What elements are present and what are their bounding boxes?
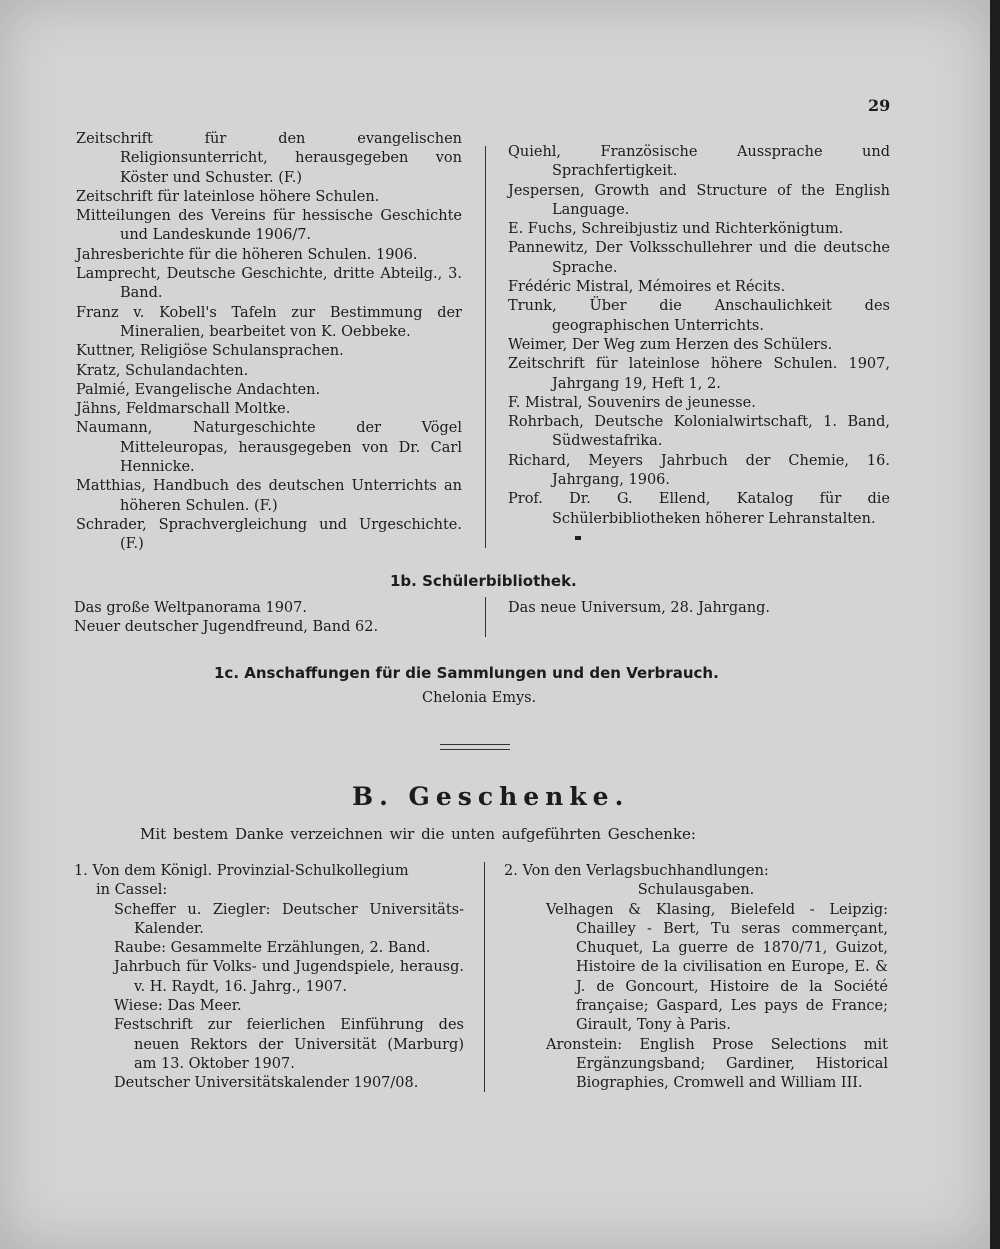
section-separator <box>440 744 510 750</box>
section-1c-item: Chelonia Emys. <box>422 690 537 706</box>
list-item: Kuttner, Religiöse Schulansprachen. <box>76 343 344 360</box>
list-item: Lamprecht, Deutsche Geschichte, dritte Abteilg., 3. Band. <box>76 266 462 302</box>
gifts-right-list <box>504 901 888 1094</box>
section-1b-heading: 1b. Schülerbibliothek. <box>390 572 577 590</box>
column-divider <box>485 597 486 637</box>
list-item: E. Fuchs, Schreibjustiz und Richterkönigtum. <box>508 221 844 238</box>
list-item: Schrader, Sprachvergleichung und Urgeschichte. (F.) <box>76 516 462 553</box>
list-item: Raube: Gesammelte Erzählungen, 2. Band. <box>114 940 431 957</box>
page-number: 29 <box>868 96 891 115</box>
list-item: Matthias, Handbuch des deutschen Unterrichts an höheren Schulen. (F.) <box>76 478 462 514</box>
list-item: Jähns, Feldmarschall Moltke. <box>76 401 291 418</box>
list-item: Das neue Universum, 28. Jahrgang. <box>508 600 770 616</box>
gifts-right-subtitle: Schulausgaben. <box>637 882 755 899</box>
list-item: Weimer, Der Weg zum Herzen des Schülers. <box>508 336 833 353</box>
list-item: Prof. Dr. G. Ellend, Katalog für die Schülerbibliotheken höherer Lehranstalten. <box>508 491 890 527</box>
section-1b-left-column <box>74 599 474 638</box>
list-item: Zeitschrift für den evangelischen Religionsunterricht, herausgegeben von Köster und Schuster. (F.) <box>76 131 462 186</box>
gifts-right-title: 2. Von den Verlagsbuchhandlungen: <box>504 863 769 879</box>
list-item: Naumann, Naturgeschichte der Vögel Mitteleuropas, herausgegeben von Dr. Carl Hennicke. <box>76 420 462 476</box>
list-item: Aronstein: English Prose Selections mit Ergänzungsband; Gardiner, Historical Biographies, Cromwell and William III. <box>546 1036 888 1092</box>
list-item: Festschrift zur feierlichen Einführung des neuen Rektors der Universität (Marburg) am 13. Oktober 1907. <box>114 1017 464 1072</box>
gifts-left-column <box>74 862 464 1094</box>
list-item: Trunk, Über die Anschaulichkeit des geographischen Unterrichts. <box>508 298 890 334</box>
gifts-left-list <box>74 901 464 1094</box>
list-item: Kratz, Schulandachten. <box>76 362 249 379</box>
column-divider <box>485 146 486 548</box>
list-item: Quiehl, Französische Aussprache und Sprachfertigkeit. <box>508 144 890 180</box>
column-divider <box>484 862 485 1092</box>
list-item: Frédéric Mistral, Mémoires et Récits. <box>508 279 786 296</box>
list-item: Deutscher Universitätskalender 1907/08. <box>114 1075 419 1092</box>
list-item: Zeitschrift für lateinlose höhere Schulen. 1907, Jahrgang 19, Heft 1, 2. <box>508 356 890 392</box>
section-1a-right-column <box>508 143 890 529</box>
gifts-left-title-line2: in Cassel: <box>96 882 168 899</box>
list-item: Franz v. Kobell's Tafeln zur Bestimmung der Mineralien, bearbeitet von K. Oebbeke. <box>76 304 462 340</box>
list-item: Zeitschrift für lateinlose höhere Schulen. <box>76 188 380 205</box>
list-item: Pannewitz, Der Volksschullehrer und die deutsche Sprache. <box>508 240 890 276</box>
list-item: Jahresberichte für die höheren Schulen. 1906. <box>76 246 418 263</box>
list-item: Rohrbach, Deutsche Kolonialwirtschaft, 1. Band, Südwestafrika. <box>508 414 890 450</box>
list-item: Scheffer u. Ziegler: Deutscher Universitäts-Kalender. <box>114 901 464 937</box>
list-item: Palmié, Evangelische Andachten. <box>76 381 321 398</box>
list-item: Jespersen, Growth and Structure of the English Language. <box>508 182 890 218</box>
gifts-left-title: 1. Von dem Königl. Provinzial-Schulkollegium <box>74 863 409 879</box>
section-1a-left-column <box>76 130 462 555</box>
list-item: Neuer deutscher Jugendfreund, Band 62. <box>74 619 379 636</box>
list-item: Wiese: Das Meer. <box>114 998 242 1015</box>
list-item: Richard, Meyers Jahrbuch der Chemie, 16. Jahrgang, 1906. <box>508 452 890 489</box>
list-item: Velhagen & Klasing, Bielefeld - Leipzig: Chailley - Bert, Tu seras commerçant, Chuquet, La guerre de 1870/71, Guizot, Histoire de la civilisation en Europe, E. & J. de Goncourt, Histoire de la Société française; Gaspard, Les pays de France; Girault, Tony à Paris. <box>546 901 888 1034</box>
list-item: Mitteilungen des Vereins für hessische Geschichte und Landeskunde 1906/7. <box>76 208 462 244</box>
section-b-intro: Mit bestem Danke verzeichnen wir die unten aufgeführten Geschenke: <box>140 825 696 843</box>
list-item: F. Mistral, Souvenirs de jeunesse. <box>508 394 756 411</box>
dash-mark <box>575 536 581 540</box>
section-b-heading: B. Geschenke. <box>352 782 630 811</box>
gifts-right-column <box>504 862 888 1094</box>
list-item: Das große Weltpanorama 1907. <box>74 600 307 616</box>
section-1c-heading: 1c. Anschaffungen für die Sammlungen und den Verbrauch. <box>214 664 719 682</box>
list-item: Jahrbuch für Volks- und Jugendspiele, herausg. v. H. Raydt, 16. Jahrg., 1907. <box>114 959 464 995</box>
section-1b-right-column <box>508 599 888 618</box>
